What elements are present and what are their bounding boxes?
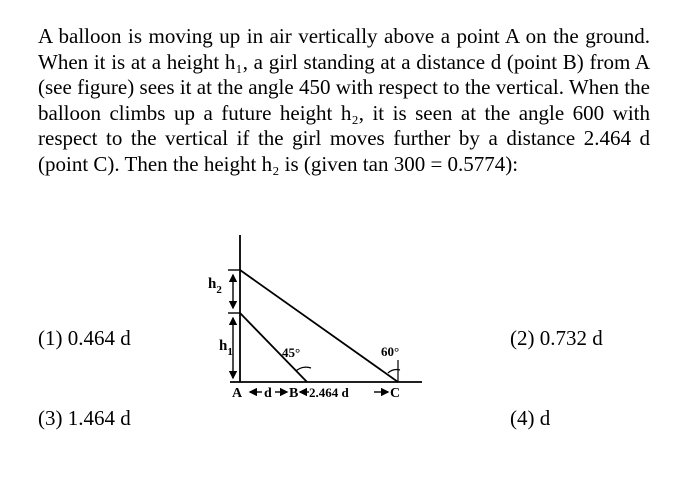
option-4[interactable]: (4) d [510,406,551,430]
option-2[interactable]: (2) 0.732 d [510,326,603,350]
option-1[interactable]: (1) 0.464 d [38,326,131,350]
h1-label: $h_1$ [219,338,233,358]
point-c-label: C [390,386,401,401]
sight-line-c [240,270,398,382]
angle-arc-45 [296,367,311,371]
distance-2464-label: 2.464 d [309,385,349,400]
h2-label: $h_2$ [208,276,222,296]
angle-45-label: 45° [282,345,301,360]
option-3[interactable]: (3) 1.464 d [38,406,131,430]
angle-60-label: 60° [381,344,400,359]
question-text: A balloon is moving up in air vertically above a point A on the ground. When it is at a height h₁, a girl standing at a distance d (point B) from A (see figure) sees it at the angle 450 with respect to the vertical. When the balloon climbs up a future height h₂, it is seen at the angle 600 with respect to the vertical if the girl moves further by a distance 2.464 d (point C). Then the height h₂ is (given tan 300 = 0.5774): [38,24,650,176]
point-a-label: A [232,386,243,401]
distance-d-label: d [264,386,272,401]
point-b-label: B [289,386,299,401]
